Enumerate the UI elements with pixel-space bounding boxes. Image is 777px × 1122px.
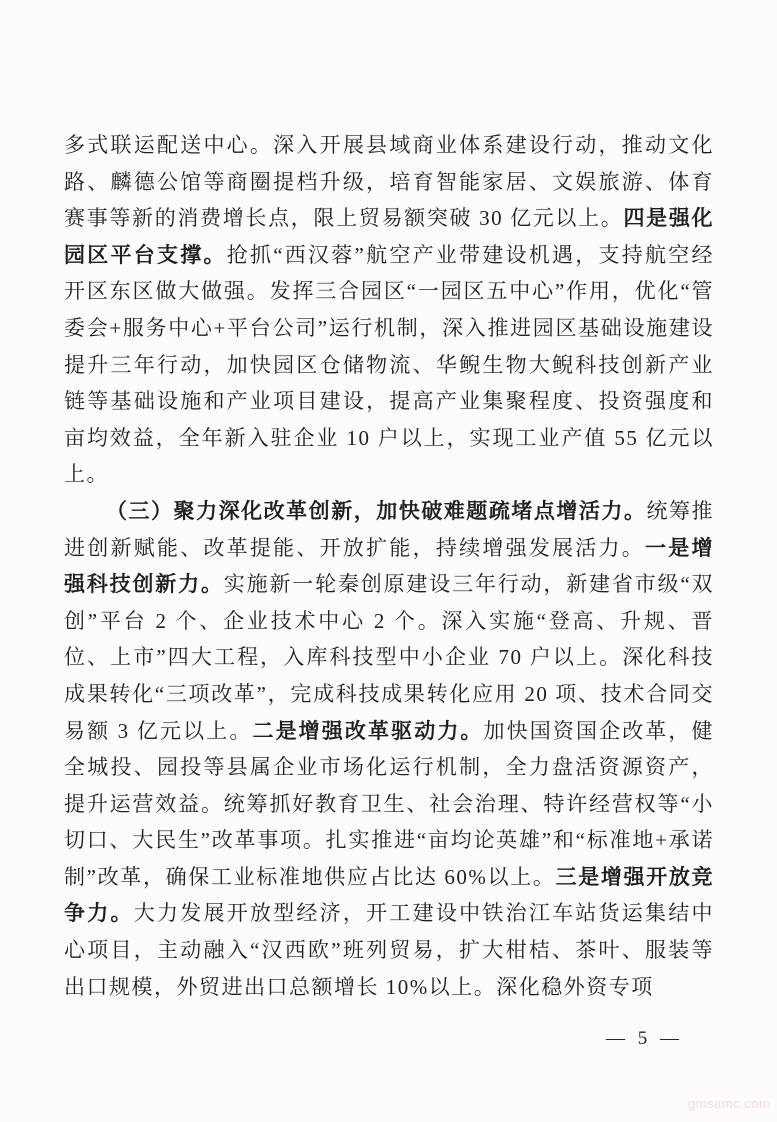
paragraph [64,127,714,493]
paragraph [64,493,714,1005]
text-segment-bold: 一是增强科技创新力。 [64,535,715,597]
text-segment-bold: 三是增强开放竞争力。 [64,864,715,926]
text-segment: 实施新一轮秦创原建设三年行动，新建省市级“双创”平台 2 个、企业技术中心 2 个。深入实施“登高、升规、晋位、上市”四大工程，入库科技型中小企业 70 户以上。深化科技成果转化“三项改革”，完成科技成果转化应用 20 项、技术合同交易额 3 亿元以上。 [64,572,714,743]
text-segment: 多式联运配送中心。深入开展县域商业体系建设行动，推动文化路、麟德公馆等商圈提档升级，培育智能家居、文娱旅游、体育赛事等新的消费增长点，限上贸易额突破 30 亿元以上。 [64,133,714,231]
text-segment: 加快国资国企改革，健全城投、园投等县属企业市场化运行机制，全力盘活资源资产，提升运营效益。统筹抓好教育卫生、社会治理、特许经营权等“小切口、大民生”改革事项。扎实推进“亩均论英雄”和“标准地+承诺制”改革，确保工业标准地供应占比达 60%以上。 [64,718,715,889]
text-segment-bold: 二是增强改革驱动力。 [252,718,484,743]
text-segment-bold: （三）聚力深化改革创新，加快破难题疏堵点增活力。 [106,498,647,523]
page-number: — 5 — [606,1028,683,1049]
text-segment: 抢抓“西汉蓉”航空产业带建设机遇，支持航空经开区东区做大做强。发挥三合园区“一园区五中心”作用，优化“管委会+服务中心+平台公司”运行机制，深入推进园区基础设施建设提升三年行动，加快园区仓储物流、华鲵生物大鲵科技创新产业链等基础设施和产业项目建设，提高产业集聚程度、投资强度和亩均效益，全年新入驻企业 10 户以上，实现工业产值 55 亿元以上。 [64,242,715,487]
watermark: gmsamc.com [688,1096,771,1111]
text-segment: 统筹推进创新赋能、改革提能、开放扩能，持续增强发展活力。 [64,498,715,560]
document-body [64,127,714,1005]
text-segment-bold: 四是强化园区平台支撑。 [64,206,715,267]
text-segment: 大力发展开放型经济，开工建设中铁治江车站货运集结中心项目，主动融入“汉西欧”班列贸易，扩大柑桔、茶叶、服装等出口规模，外贸进出口总额增长 10%以上。深化稳外资专项 [64,901,715,999]
